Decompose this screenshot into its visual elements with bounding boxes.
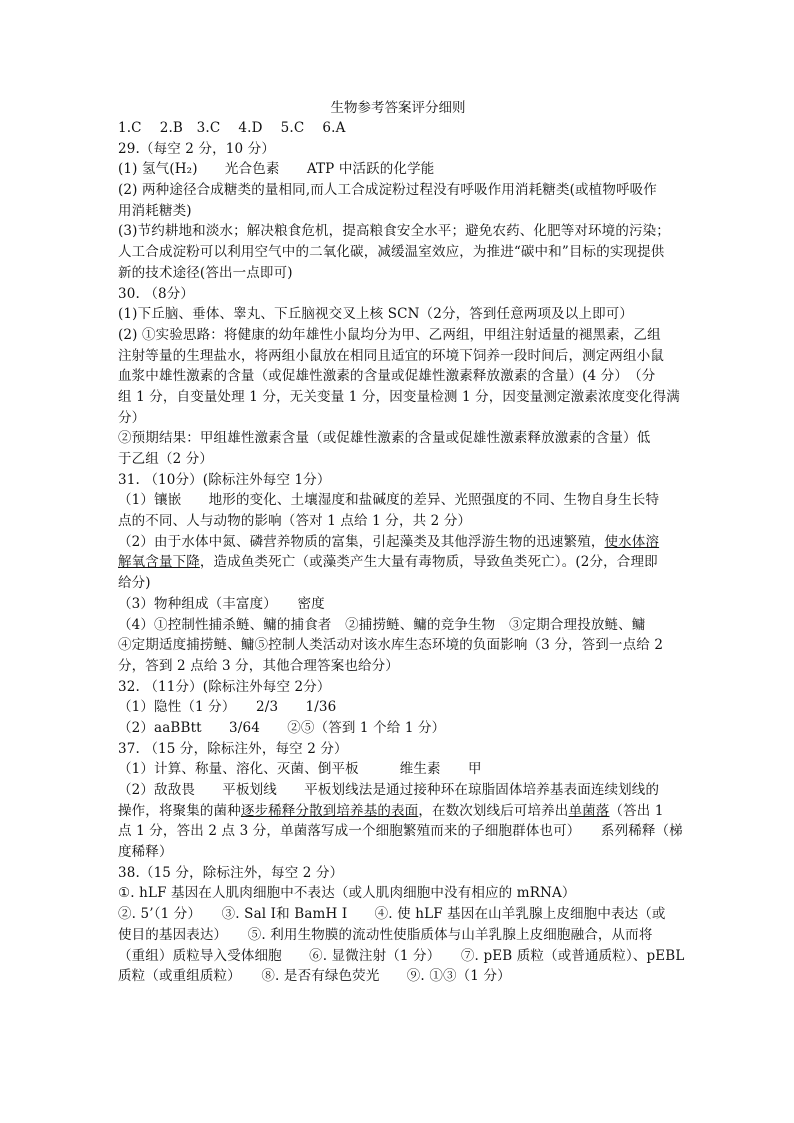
text-line: （1）隐性（1 分） 2/3 1/36 xyxy=(118,699,337,716)
text-line: 30. （8分） xyxy=(118,285,195,302)
text-line: (1) 氢气(H₂) 光合色素 ATP 中活跃的化学能 xyxy=(118,161,435,178)
text-line: 血浆中雄性激素的含量（或促雄性激素的含量或促雄性激素释放激素的含量）(4 分） （分 xyxy=(118,368,656,385)
text-line: (2) ①实验思路：将健康的幼年雄性小鼠均分为甲、乙两组，甲组注射适量的褪黑素，乙组 xyxy=(118,326,661,343)
text-line: 分，答到 2 点给 3 分，其他合理答案也给分） xyxy=(118,657,399,674)
text-line: 给分) xyxy=(118,575,151,592)
text-line: （4）①控制性捕杀鲢、鳙的捕食者 ②捕捞鲢、鳙的竞争生物 ③定期合理投放鲢、鳙 xyxy=(118,616,646,633)
text-line: 1.C 2.B 3.C 4.D 5.C 6.A xyxy=(118,120,346,136)
text-line: ②. 5’（1 分） ③. Sal Ⅰ和 BamH Ⅰ ④. 使 hLF 基因在山羊乳腺上皮细胞中表达（或 xyxy=(118,906,666,923)
page-title: 生物参考答案评分细则 xyxy=(330,100,466,116)
text-line: ①. hLF 基因在人肌肉细胞中不表达（或人肌肉细胞中没有相应的 mRNA） xyxy=(118,885,576,902)
answer-document xyxy=(118,98,685,987)
text-line: （3）物种组成（丰富度） 密度 xyxy=(118,595,325,612)
text-line: (3)节约耕地和淡水；解决粮食危机，提高粮食安全水平；避免农药、化肥等对环境的污染； xyxy=(118,223,670,240)
text-line: 操作，将聚集的菌种逐步稀释分散到培养基的表面，在数次划线后可培养出单菌落（答出 1 xyxy=(118,802,664,819)
text-line: 注射等量的生理盐水，将两组小鼠放在相同且适宜的环境下饲养一段时间后，测定两组小鼠 xyxy=(118,347,664,364)
answer-lines xyxy=(118,118,685,987)
text-line: 37. （15 分，除标注外，每空 2 分） xyxy=(118,740,348,757)
text-line: 点的不同、人与动物的影响（答对 1 点给 1 分，共 2 分） xyxy=(118,513,472,530)
text-line: ②预期结果：甲组雄性激素含量（或促雄性激素的含量或促雄性激素释放激素的含量）低 xyxy=(118,430,651,447)
text-line: (1)下丘脑、垂体、睾丸、下丘脑视交叉上核 SCN（2分，答到任意两项及以上即可） xyxy=(118,306,634,323)
text-line: （2）敌敌畏 平板划线 平板划线法是通过接种环在琼脂固体培养基表面连续划线的 xyxy=(118,782,660,798)
text-line: 32. （11分）(除标注外每空 2分） xyxy=(118,678,331,695)
text-line: 分） xyxy=(118,409,146,426)
text-line: 度稀释） xyxy=(118,844,173,861)
text-line: （2）aaBBtt 3/64 ②⑤（答到 1 个给 1 分） xyxy=(118,719,446,736)
text-line: 组 1 分，自变量处理 1 分，无关变量 1 分，因变量检测 1 分，因变量测定激素浓度变化得满 xyxy=(118,388,680,405)
text-line: 点 1 分，答出 2 点 3 分，单菌落写成一个细胞繁殖而来的子细胞群体也可） 系列稀释（梯 xyxy=(118,823,683,840)
text-line: 用消耗糖类) xyxy=(118,202,192,219)
text-line: （1）镶嵌 地形的变化、土壤湿度和盐碱度的差异、光照强度的不同、生物自身生长特 xyxy=(118,492,660,509)
text-line: 38.（15 分，除标注外，每空 2 分） xyxy=(118,864,344,881)
text-line: 质粒（或重组质粒） ⑧. 是否有绿色荧光 ⑨. ①③（1 分） xyxy=(118,968,511,985)
text-line: 于乙组（2 分） xyxy=(118,451,214,467)
text-line: (2) 两种途径合成糖类的量相同,而人工合成淀粉过程没有呼吸作用消耗糖类(或植物呼吸作 xyxy=(118,182,657,199)
text-line: （重组）质粒导入受体细胞 ⑥. 显微注射（1 分） ⑦. pEB 质粒（或普通质粒）、pEBL xyxy=(118,947,685,964)
text-line: （1）计算、称量、溶化、灭菌、倒平板 维生素 甲 xyxy=(118,761,482,778)
text-line: 新的技术途径(答出一点即可) xyxy=(118,264,293,281)
text-line: 使目的基因表达） ⑤. 利用生物膜的流动性使脂质体与山羊乳腺上皮细胞融合，从而将 xyxy=(118,926,653,943)
text-line: 31. （10分）(除标注外每空 1分） xyxy=(118,471,331,488)
text-line: ④定期适度捕捞鲢、鳙⑤控制人类活动对该水库生态环境的负面影响（3 分，答到一点给 2 xyxy=(118,637,664,654)
text-line: （2）由于水体中氮、磷营养物质的富集，引起藻类及其他浮游生物的迅速繁殖，使水体溶 xyxy=(118,533,660,550)
text-line: 29.（每空 2 分，10 分） xyxy=(118,140,276,157)
text-line: 人工合成淀粉可以利用空气中的二氧化碳，减缓温室效应，为推进“碳中和”目标的实现提供 xyxy=(118,244,665,261)
text-line: 解氧含量下降，造成鱼类死亡（或藻类产生大量有毒物质，导致鱼类死亡）。(2分，合理即 xyxy=(118,554,658,571)
